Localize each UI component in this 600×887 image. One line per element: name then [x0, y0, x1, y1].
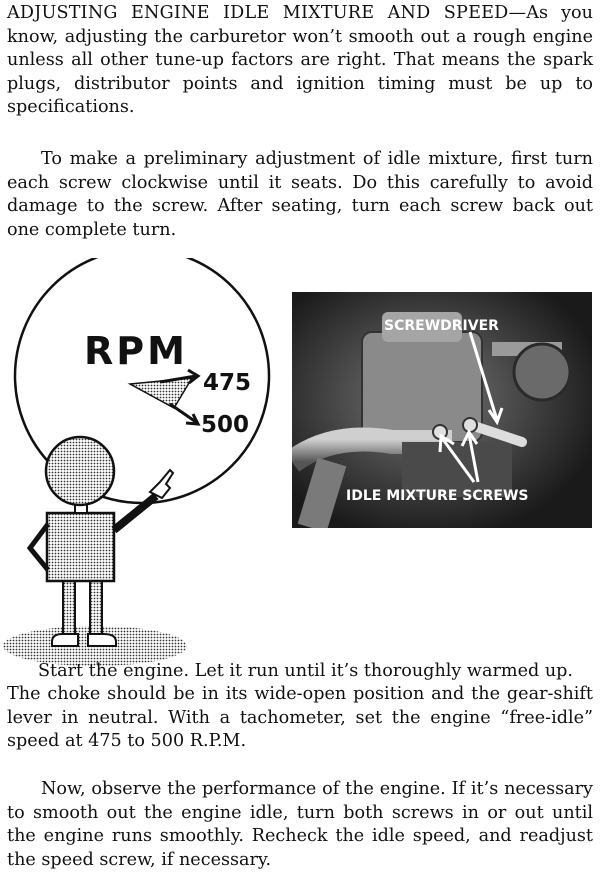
intro-paragraph [7, 2, 593, 120]
intro-text: As you know, adjusting the carburetor won’t smooth out a rough engine unless all other tune-up factors are right. That means the spark plugs, distributor points and ignition timing must be up to specifications. [7, 3, 593, 117]
right-foot [88, 634, 116, 646]
throttle-lever [514, 344, 570, 400]
preliminary-adjustment-paragraph: To make a preliminary adjustment of idle mixture, first turn each screw clockwise until it seats. Do this carefully to avoid damage to the screw. After seating, turn each screw back out one complete turn. [7, 149, 593, 240]
rpm-value-low: 475 [203, 370, 252, 396]
idle-mixture-screws-label: IDLE MIXTURE SCREWS [346, 488, 529, 504]
screwdriver-label: SCREWDRIVER [384, 318, 499, 334]
arrow-down-icon [170, 404, 198, 424]
idle-screw-right [463, 418, 477, 432]
start-engine-paragraph: The choke should be in its wide-open position and the gear-shift lever in neutral. With a tachometer, set the engine “free-idle” speed at 475 to 500 R.P.M. [7, 684, 593, 751]
section-heading: ADJUSTING ENGINE IDLE MIXTURE AND SPEED— [7, 3, 527, 23]
observe-performance-paragraph: Now, observe the performance of the engine. If it’s necessary to smooth out the engine idle, turn both screws in or out until the engine runs smoothly. Recheck the idle speed, and readjust the speed screw, if necessary. [7, 779, 593, 870]
rpm-illustration [0, 258, 290, 668]
left-foot [52, 634, 78, 646]
start-engine-first-line: Start the engine. Let it run until it’s thoroughly warmed up. [38, 661, 574, 681]
rpm-label: RPM [84, 329, 188, 373]
lower-pipe [312, 462, 332, 528]
head [46, 437, 114, 505]
body [47, 513, 114, 581]
left-arm [30, 524, 48, 570]
pointing-hand [150, 470, 173, 498]
rpm-value-high: 500 [201, 412, 250, 438]
carburetor-photo [292, 292, 592, 528]
